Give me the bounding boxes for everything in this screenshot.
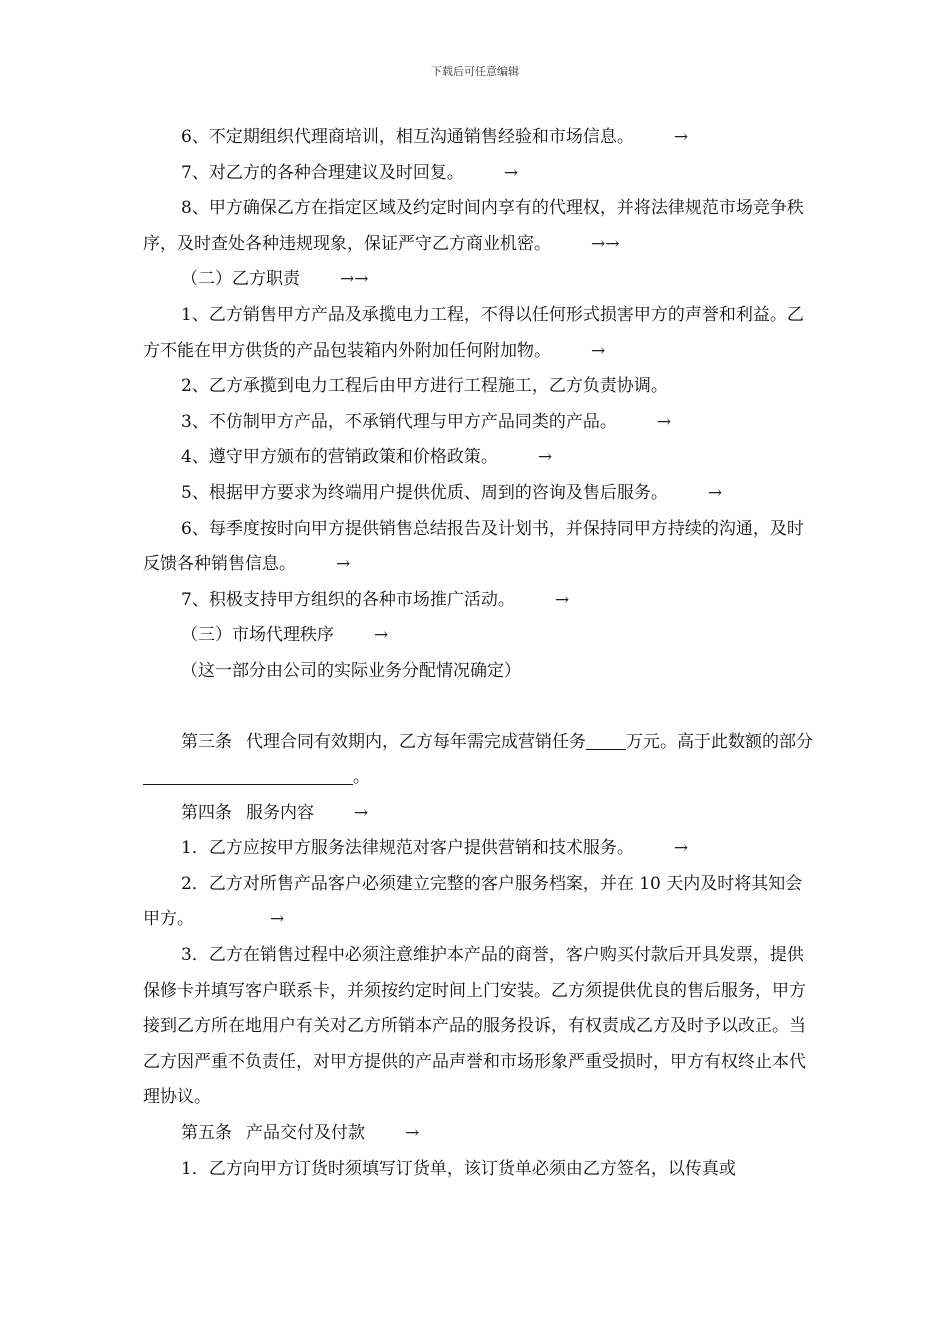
- paragraph: 4、遵守甲方颁布的营销政策和价格政策。 →: [143, 440, 813, 476]
- paragraph-mark: →: [656, 411, 672, 432]
- section-heading: （三）市场代理秩序 →: [143, 618, 813, 654]
- paragraph-mark: →→: [340, 269, 369, 290]
- paragraph: 1、乙方销售甲方产品及承揽电力工程，不得以任何形式损害甲方的声誉和利益。乙方不能在甲方供货的产品包装箱内外附加任何附加物。 →: [143, 298, 813, 369]
- article-label: 第五条: [181, 1123, 232, 1144]
- paragraph-mark: →: [673, 127, 689, 147]
- article-label: 第三条: [181, 731, 232, 752]
- paragraph: 5、根据甲方要求为终端用户提供优质、周到的咨询及售后服务。 →: [143, 476, 813, 512]
- paragraph: 8、甲方确保乙方在指定区域及约定时间内享有的代理权，并将法律规范市场竞争秩序，及时查处各种违规现象，保证严守乙方商业机密。 →→: [143, 191, 813, 262]
- paragraph-mark: →→: [591, 233, 620, 254]
- article-3: 第三条 代理合同有效期内，乙方每年需完成营销任务 万元。高于此数额的部分。: [143, 725, 813, 796]
- article-4-heading: 第四条 服务内容 →: [143, 796, 813, 832]
- section-heading: （二）乙方职责 →→: [143, 262, 813, 298]
- article-label: 第四条: [181, 802, 232, 823]
- paragraph-mark: →: [537, 447, 553, 468]
- paragraph-mark: →: [503, 162, 519, 183]
- paragraph: 2．乙方对所售产品客户必须建立完整的客户服务档案，并在 10 天内及时将其知会甲方。 →: [143, 867, 813, 938]
- document-body: [143, 120, 813, 1187]
- paragraph-mark: →: [270, 909, 285, 930]
- paragraph-mark: →: [554, 589, 570, 610]
- paragraph: 7、积极支持甲方组织的各种市场推广活动。 →: [143, 583, 813, 619]
- paragraph-mark: →: [336, 554, 351, 575]
- paragraph-mark: →: [405, 1123, 420, 1144]
- paragraph: 7、对乙方的各种合理建议及时回复。 →: [143, 156, 813, 192]
- paragraph-mark: →: [374, 625, 389, 646]
- paragraph-mark: →: [591, 340, 606, 361]
- paragraph: 3．乙方在销售过程中必须注意维护本产品的商誉，客户购买付款后开具发票，提供保修卡并填写客户联系卡，并须按约定时间上门安装。乙方须提供优良的售后服务，甲方接到乙方所在地用户有关对乙方所销本产品的服务投诉，有权责成乙方及时予以改正。当乙方因严重不负责任，对甲方提供的产品声誉和市场形象严重受损时，甲方有权终止本代理协议。: [143, 945, 806, 1108]
- paragraph: 2、乙方承揽到电力工程后由甲方进行工程施工，乙方负责协调。: [181, 376, 668, 397]
- paragraph-mark: →: [673, 838, 689, 859]
- blank-underline: [143, 766, 353, 785]
- paragraph: （这一部分由公司的实际业务分配情况确定）: [181, 660, 521, 681]
- blank-line: [143, 690, 813, 725]
- paragraph: 6、每季度按时向甲方提供销售总结报告及计划书，并保持同甲方持续的沟通，及时反馈各种销售信息。 →: [143, 512, 813, 583]
- paragraph-mark: →: [354, 802, 369, 823]
- paragraph-mark: →: [707, 482, 723, 503]
- paragraph: 1．乙方应按甲方服务法律规范对客户提供营销和技术服务。 →: [143, 831, 813, 867]
- blank-underline: [586, 731, 626, 750]
- article-5-heading: 第五条 产品交付及付款 →: [143, 1116, 813, 1152]
- paragraph: 1．乙方向甲方订货时须填写订货单，该订货单必须由乙方签名，以传真或: [181, 1158, 736, 1179]
- page-header: 下载后可任意编辑: [431, 65, 519, 78]
- paragraph: 6、不定期组织代理商培训，相互沟通销售经验和市场信息。 →: [143, 120, 813, 156]
- paragraph: 3、不仿制甲方产品，不承销代理与甲方产品同类的产品。 →: [143, 405, 813, 441]
